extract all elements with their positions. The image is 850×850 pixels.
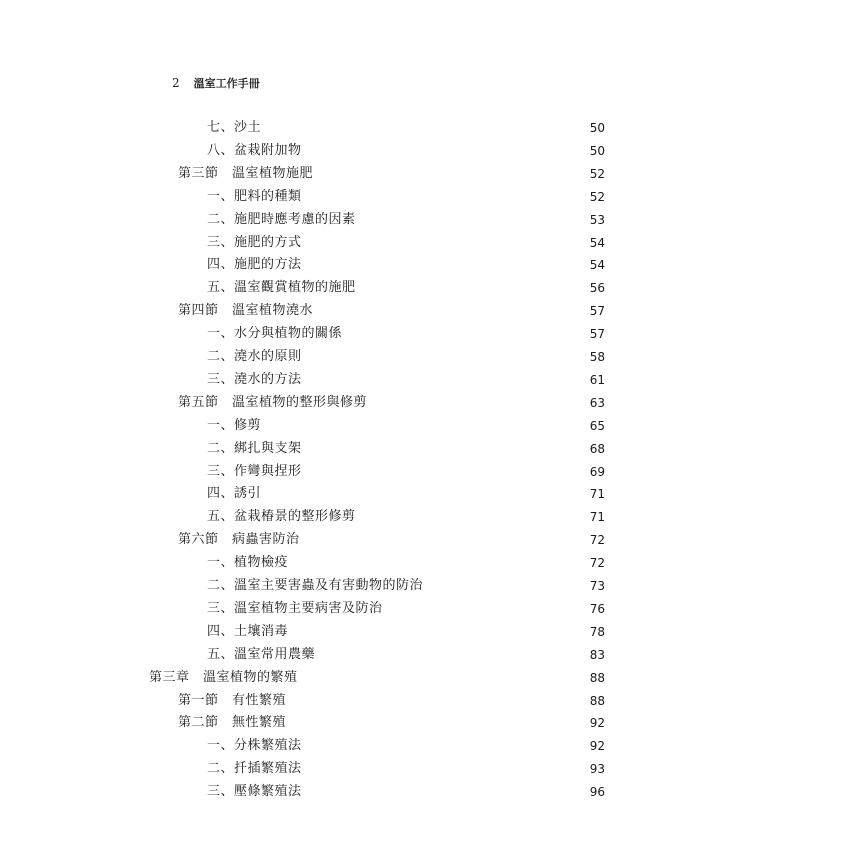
toc-entry-title: 一、水分與植物的關係 [207, 326, 343, 342]
toc-entry-title: 七、沙土 [207, 120, 262, 135]
toc-entry-title: 第六節 病蟲害防治 [178, 532, 300, 548]
toc-entry-title: 二、扦插繁殖法 [207, 761, 302, 777]
toc-entry-title: 一、修剪 [207, 417, 262, 433]
toc-entry-page-number: 78 [589, 624, 605, 639]
dot-leader [289, 712, 580, 734]
toc-entry-item [207, 140, 605, 162]
toc-entry-page-number: 93 [589, 762, 605, 777]
toc-entry-page-number: 72 [589, 533, 605, 548]
dot-leader [305, 186, 580, 208]
dot-leader [305, 346, 580, 368]
toc-entry-title: 第三節 溫室植物施肥 [178, 165, 314, 181]
toc-entry-title: 五、溫室觀賞植物的施肥 [207, 280, 356, 296]
toc-entry-title: 五、溫室常用農藥 [207, 646, 316, 662]
toc-entry-page-number: 73 [589, 579, 605, 593]
dot-leader [303, 529, 580, 551]
dot-leader [305, 140, 580, 162]
dot-leader [305, 369, 580, 391]
toc-entry-item [207, 369, 605, 391]
toc-entry-title: 第二節 無性繁殖 [178, 715, 287, 731]
toc-entry-item [207, 552, 605, 574]
toc-entry-title: 三、澆水的方法 [207, 371, 302, 387]
toc-entry-page-number: 52 [589, 166, 605, 181]
toc-entry-item [207, 781, 605, 803]
toc-entry-title: 二、綁扎與支架 [207, 440, 302, 456]
toc-entry-page-number: 56 [589, 281, 605, 296]
toc-entry-item [207, 644, 605, 666]
dot-leader [305, 781, 580, 803]
toc-entry-title: 第五節 溫室植物的整形與修剪 [178, 394, 368, 410]
page-number: 2 [172, 76, 180, 90]
toc-entry-title: 四、誘引 [207, 486, 262, 502]
dot-leader [264, 117, 580, 139]
dot-leader [318, 644, 580, 666]
toc-entry-page-number: 57 [589, 327, 605, 342]
dot-leader [305, 758, 580, 780]
running-head [172, 74, 260, 92]
toc-entry-page-number: 53 [589, 212, 605, 227]
toc-entry-title: 二、溫室主要害蟲及有害動物的防治 [207, 578, 424, 593]
toc-entry-item [207, 346, 605, 368]
toc-entry-item [207, 758, 605, 780]
toc-entry-item [207, 575, 605, 597]
toc-entry-item [207, 461, 605, 483]
dot-leader [305, 438, 580, 460]
toc-entry-title: 三、溫室植物主要病害及防治 [207, 600, 383, 616]
toc-entry-item [207, 438, 605, 460]
toc-entry-page-number: 68 [589, 441, 605, 456]
toc-entry-section [178, 712, 605, 734]
toc-entry-item [207, 483, 605, 505]
dot-leader [305, 461, 580, 483]
toc-entry-title: 三、壓條繁殖法 [207, 784, 302, 800]
dot-leader [345, 323, 580, 345]
toc-entry-page-number: 54 [589, 258, 605, 273]
book-title: 溫室工作手冊 [193, 77, 260, 90]
dot-leader [426, 575, 580, 597]
dot-leader [305, 735, 580, 757]
toc-entry-item [207, 621, 605, 643]
toc-entry-page-number: 61 [589, 372, 605, 387]
toc-entry-title: 第三章 溫室植物的繁殖 [149, 669, 298, 685]
toc-entry-title: 一、肥料的種類 [207, 188, 302, 204]
toc-entry-page-number: 83 [589, 647, 605, 662]
toc-entry-page-number: 57 [589, 304, 605, 319]
dot-leader [289, 690, 580, 712]
dot-leader [305, 254, 580, 276]
dot-leader [386, 598, 580, 620]
toc-entry-item [207, 117, 605, 139]
toc-entry-page-number: 63 [589, 395, 605, 410]
toc-entry-page-number: 92 [589, 739, 605, 754]
toc-entry-item [207, 186, 605, 208]
dot-leader [264, 415, 580, 437]
toc-entry-title: 四、施肥的方法 [207, 257, 302, 273]
toc-entry-title: 八、盆栽附加物 [207, 142, 302, 158]
toc-entry-item [207, 277, 605, 299]
toc-entry-title: 第四節 溫室植物澆水 [178, 303, 314, 319]
toc-entry-title: 第一節 有性繁殖 [178, 692, 287, 708]
toc-entry-section [178, 529, 605, 551]
toc-entry-title: 二、澆水的原則 [207, 349, 302, 364]
toc-entry-item [207, 232, 605, 254]
toc-entry-section [178, 392, 605, 414]
toc-entry-page-number: 58 [589, 350, 605, 364]
dot-leader [291, 552, 580, 574]
toc-entry-page-number: 50 [589, 121, 605, 135]
toc-entry-item [207, 323, 605, 345]
toc-entry-item [207, 415, 605, 437]
toc-entry-title: 三、作彎與捏形 [207, 463, 302, 479]
dot-leader [359, 506, 580, 528]
toc-entry-page-number: 54 [589, 235, 605, 250]
toc-entry-page-number: 71 [589, 487, 605, 502]
toc-entry-section [178, 690, 605, 712]
dot-leader [291, 621, 580, 643]
toc-entry-page-number: 72 [589, 556, 605, 571]
toc-entry-title: 一、植物檢疫 [207, 555, 289, 571]
toc-entry-page-number: 71 [589, 510, 605, 525]
toc-entry-item [207, 598, 605, 620]
toc-entry-chapter [149, 667, 605, 689]
toc-entry-page-number: 69 [589, 464, 605, 479]
toc-entry-title: 三、施肥的方式 [207, 234, 302, 250]
toc-entry-page-number: 52 [589, 189, 605, 204]
dot-leader [305, 232, 580, 254]
toc-entry-page-number: 50 [589, 143, 605, 158]
toc-entry-title: 二、施肥時應考慮的因素 [207, 211, 356, 227]
toc-entry-page-number: 96 [589, 785, 605, 800]
toc-entry-title: 一、分株繁殖法 [207, 738, 302, 754]
toc-entry-title: 五、盆栽椿景的整形修剪 [207, 509, 356, 525]
dot-leader [370, 392, 580, 414]
toc-entry-page-number: 88 [589, 670, 605, 685]
toc-entry-item [207, 506, 605, 528]
dot-leader [359, 277, 580, 299]
toc-entry-section [178, 163, 605, 185]
dot-leader [316, 163, 580, 185]
toc-entry-page-number: 65 [589, 418, 605, 433]
toc-entry-item [207, 254, 605, 276]
dot-leader [301, 667, 580, 689]
toc-entry-item [207, 735, 605, 757]
dot-leader [264, 483, 580, 505]
dot-leader [316, 300, 580, 322]
toc-entry-page-number: 88 [589, 693, 605, 708]
toc-entry-item [207, 209, 605, 231]
toc-entry-page-number: 76 [589, 601, 605, 616]
dot-leader [359, 209, 580, 231]
toc-entry-page-number: 92 [589, 716, 605, 731]
toc-entry-section [178, 300, 605, 322]
toc-entry-title: 四、土壤消毒 [207, 623, 289, 639]
